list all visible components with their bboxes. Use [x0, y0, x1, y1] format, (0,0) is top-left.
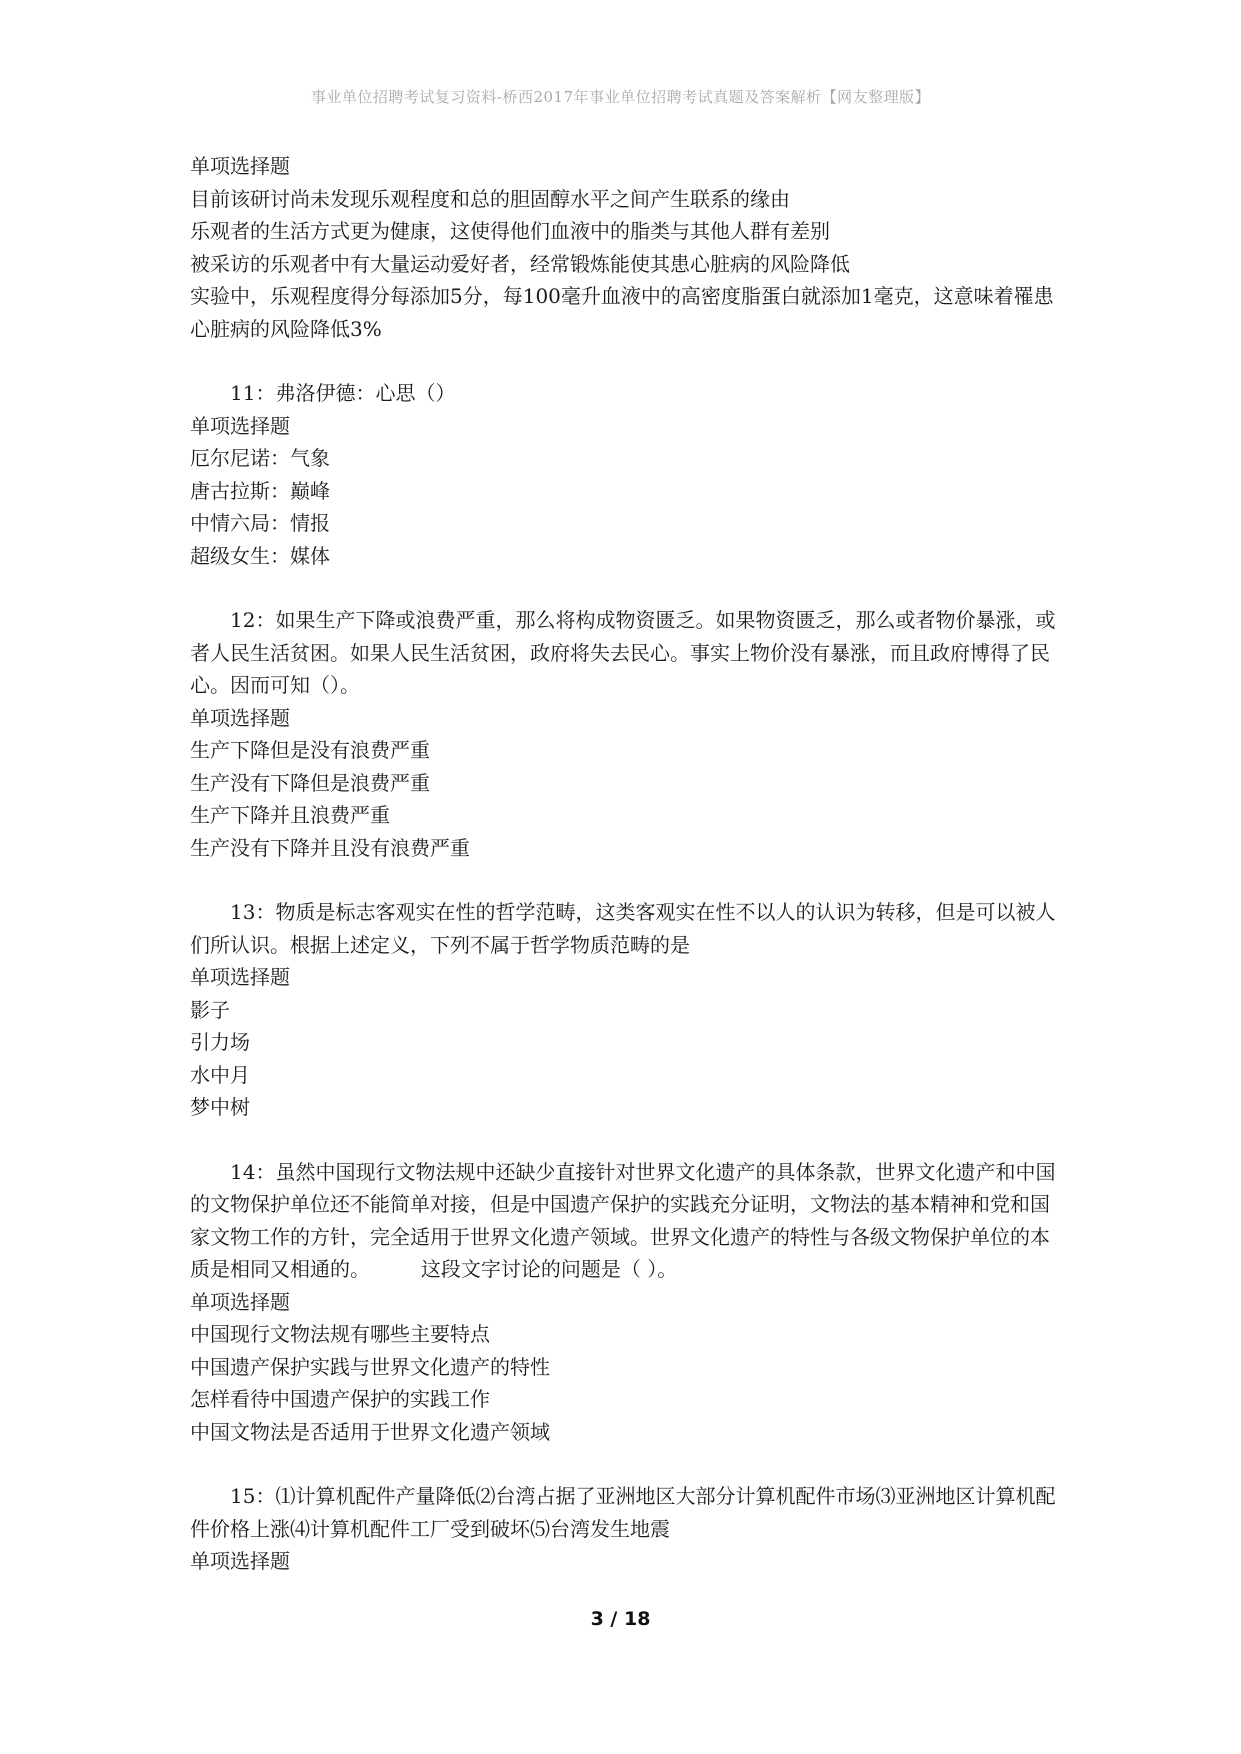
question-type: 单项选择题	[190, 154, 290, 178]
page-number: 3 / 18	[590, 1608, 651, 1630]
question-stem: 11：弗洛伊德：心思（）	[230, 381, 456, 405]
option: 唐古拉斯：巅峰	[190, 478, 330, 503]
option: 中国遗产保护实践与世界文化遗产的特性	[190, 1354, 550, 1379]
option: 引力场	[190, 1030, 250, 1054]
question-type: 单项选择题	[190, 705, 290, 730]
option: 水中月	[190, 1062, 250, 1087]
page-header: 事业单位招聘考试复习资料-桥西2017年事业单位招聘考试真题及答案解析【网友整理版】	[310, 88, 931, 106]
question-stem: 14：虽然中国现行文物法规中还缺少直接针对世界文化遗产的具体条款，世界文化遗产和中国的文物保护单位还不能简单对接，但是中国遗产保护的实践充分证明，文物法的基本精神和党和国家文物工作的方针，完全适用于世界文化遗产领域。世界文化遗产的特性与各级文物保护单位的本质是相同又相通的。 这段文字讨论的问题是（ ）。	[190, 1159, 1056, 1281]
option: 中情六局：情报	[190, 511, 330, 535]
question-stem: 15：⑴计算机配件产量降低⑵台湾占据了亚洲地区大部分计算机配件市场⑶亚洲地区计算机配件价格上涨⑷计算机配件工厂受到破坏⑸台湾发生地震	[190, 1484, 1056, 1541]
question-stem: 12：如果生产下降或浪费严重，那么将构成物资匮乏。如果物资匮乏，那么或者物价暴涨，或者人民生活贫困。如果人民生活贫困，政府将失去民心。事实上物价没有暴涨，而且政府博得了民心。因而可知（）。	[190, 608, 1056, 697]
question-type: 单项选择题	[190, 1289, 290, 1314]
option: 超级女生：媒体	[190, 543, 330, 568]
option: 被采访的乐观者中有大量运动爱好者，经常锻炼能使其患心脏病的风险降低	[190, 251, 850, 276]
question-stem: 13：物质是标志客观实在性的哲学范畴，这类客观实在性不以人的认识为转移，但是可以被人们所认识。根据上述定义，下列不属于哲学物质范畴的是	[190, 900, 1056, 957]
question-type: 单项选择题	[190, 1549, 290, 1573]
option: 生产没有下降并且没有浪费严重	[190, 835, 470, 860]
question-type: 单项选择题	[190, 965, 290, 989]
option: 目前该研讨尚未发现乐观程度和总的胆固醇水平之间产生联系的缘由	[190, 186, 790, 211]
option: 梦中树	[190, 1095, 250, 1119]
question-type: 单项选择题	[190, 413, 290, 438]
option: 生产下降但是没有浪费严重	[190, 738, 430, 762]
option: 中国现行文物法规有哪些主要特点	[190, 1322, 490, 1346]
option: 生产没有下降但是浪费严重	[190, 770, 430, 795]
option: 实验中，乐观程度得分每添加5分，每100毫升血液中的高密度脂蛋白就添加1毫克，这意味着罹患心脏病的风险降低3%	[190, 284, 1054, 341]
page-content	[190, 150, 1058, 1578]
option: 怎样看待中国遗产保护的实践工作	[190, 1387, 490, 1411]
option: 影子	[190, 997, 230, 1022]
option: 厄尔尼诺：气象	[190, 446, 330, 470]
option: 乐观者的生活方式更为健康，这使得他们血液中的脂类与其他人群有差别	[190, 219, 830, 243]
option: 生产下降并且浪费严重	[190, 803, 390, 827]
option: 中国文物法是否适用于世界文化遗产领域	[190, 1419, 550, 1444]
